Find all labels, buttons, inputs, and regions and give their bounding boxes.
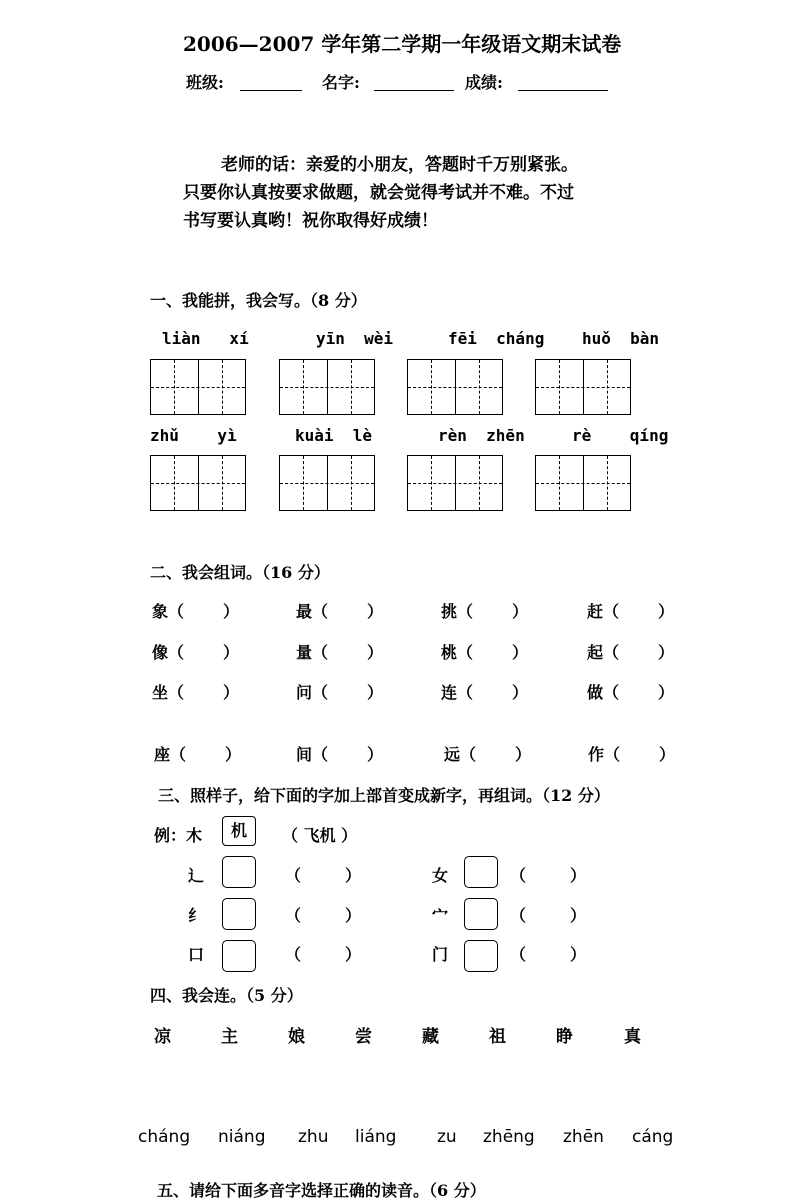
paren-close: ） <box>345 866 362 885</box>
section1-title: 一、我能拼，我会写。（8 分） <box>150 291 367 310</box>
match-pinyin[interactable]: zu <box>437 1127 457 1147</box>
word-group-item[interactable]: 座（ ） <box>154 745 241 764</box>
answer-box[interactable] <box>222 898 256 930</box>
section4-title: 四、我会连。（5 分） <box>150 986 303 1005</box>
answer-box[interactable] <box>222 940 256 972</box>
score-label: 成绩: <box>465 73 503 92</box>
paren-close: ） <box>570 866 587 885</box>
paren-close: ） <box>345 906 362 925</box>
example-label: 例：木 <box>154 826 203 845</box>
class-blank[interactable] <box>240 90 302 91</box>
section3-title: 三、照样子，给下面的字加上部首变成新字，再组词。（12 分） <box>158 786 610 805</box>
score-blank[interactable] <box>518 90 608 91</box>
match-pinyin[interactable]: niáng <box>218 1127 266 1147</box>
paren-close: ） <box>570 945 587 964</box>
writing-grid[interactable] <box>407 455 503 511</box>
word-group-item[interactable]: 赶（ ） <box>587 602 674 621</box>
match-char[interactable]: 睁 <box>556 1027 573 1047</box>
answer-box[interactable] <box>464 856 498 888</box>
match-char[interactable]: 真 <box>624 1027 641 1047</box>
paren-open: （ <box>285 906 302 925</box>
word-group-item[interactable]: 作（ ） <box>588 745 675 764</box>
match-char[interactable]: 娘 <box>288 1027 305 1047</box>
match-char[interactable]: 主 <box>221 1027 238 1047</box>
name-blank[interactable] <box>374 90 454 91</box>
teacher-note-line-3: 书写要认真哟！祝你取得好成绩！ <box>183 211 438 231</box>
teacher-note-line-1: 老师的话：亲爱的小朋友，答题时千万别紧张。 <box>221 155 578 175</box>
match-pinyin[interactable]: zhēng <box>483 1127 535 1147</box>
word-group-item[interactable]: 间（ ） <box>296 745 383 764</box>
match-pinyin[interactable]: liáng <box>355 1127 397 1147</box>
class-label: 班级: <box>186 73 224 92</box>
section2-title: 二、我会组词。（16 分） <box>150 563 330 582</box>
match-pinyin[interactable]: cháng <box>138 1127 191 1147</box>
pinyin-huoban: huǒ bàn <box>582 329 660 348</box>
pinyin-lianxi: liàn xí <box>162 329 249 348</box>
word-group-item[interactable]: 起（ ） <box>587 643 674 662</box>
writing-grid[interactable] <box>150 455 246 511</box>
pinyin-kuaile: kuài lè <box>295 426 373 445</box>
radical-part: 门 <box>432 945 449 964</box>
name-label: 名字: <box>322 73 360 92</box>
writing-grid[interactable] <box>535 359 631 415</box>
radical-part: 口 <box>188 945 205 964</box>
word-group-item[interactable]: 做（ ） <box>587 683 674 702</box>
writing-grid[interactable] <box>150 359 246 415</box>
answer-box[interactable] <box>464 898 498 930</box>
radical-part: 宀 <box>432 906 449 925</box>
example-char-box: 机 <box>222 816 256 846</box>
word-group-item[interactable]: 像（ ） <box>152 643 239 662</box>
writing-grid[interactable] <box>279 455 375 511</box>
word-group-item[interactable]: 坐（ ） <box>152 683 239 702</box>
paren-open: （ <box>510 906 527 925</box>
paren-open: （ <box>285 866 302 885</box>
match-char[interactable]: 凉 <box>154 1027 171 1047</box>
page-title: 2006—2007 学年第二学期一年级语文期末试卷 <box>183 32 622 56</box>
word-group-item[interactable]: 最（ ） <box>296 602 383 621</box>
pinyin-feichang: fēi cháng <box>448 329 545 348</box>
paren-open: （ <box>510 866 527 885</box>
word-group-item[interactable]: 桃（ ） <box>441 643 528 662</box>
paren-close: ） <box>570 906 587 925</box>
radical-part: 纟 <box>188 906 205 925</box>
paren-close: ） <box>345 945 362 964</box>
word-group-item[interactable]: 问（ ） <box>296 683 383 702</box>
radical-part: 女 <box>432 866 449 885</box>
match-char[interactable]: 藏 <box>422 1027 439 1047</box>
pinyin-renzhen: rèn zhēn <box>438 426 525 445</box>
pinyin-yinwei: yīn wèi <box>316 329 394 348</box>
writing-grid[interactable] <box>279 359 375 415</box>
example-word: （ 飞机 ） <box>282 826 358 845</box>
word-group-item[interactable]: 连（ ） <box>441 683 528 702</box>
paren-open: （ <box>510 945 527 964</box>
writing-grid[interactable] <box>407 359 503 415</box>
word-group-item[interactable]: 象（ ） <box>152 602 239 621</box>
paren-open: （ <box>285 945 302 964</box>
pinyin-reqing: rè qíng <box>572 426 669 445</box>
word-group-item[interactable]: 量（ ） <box>296 643 383 662</box>
section5-title: 五、请给下面多音字选择正确的读音。（6 分） <box>157 1181 486 1200</box>
radical-part: 辶 <box>188 866 205 885</box>
teacher-note-line-2: 只要你认真按要求做题，就会觉得考试并不难。不过 <box>183 183 574 203</box>
match-pinyin[interactable]: cáng <box>632 1127 674 1147</box>
match-pinyin[interactable]: zhu <box>298 1127 329 1147</box>
word-group-item[interactable]: 挑（ ） <box>441 602 528 621</box>
match-char[interactable]: 尝 <box>355 1027 372 1047</box>
match-pinyin[interactable]: zhēn <box>563 1127 604 1147</box>
pinyin-zhuyi: zhǔ yì <box>150 426 237 445</box>
word-group-item[interactable]: 远（ ） <box>444 745 531 764</box>
answer-box[interactable] <box>464 940 498 972</box>
match-char[interactable]: 祖 <box>489 1027 506 1047</box>
writing-grid[interactable] <box>535 455 631 511</box>
answer-box[interactable] <box>222 856 256 888</box>
